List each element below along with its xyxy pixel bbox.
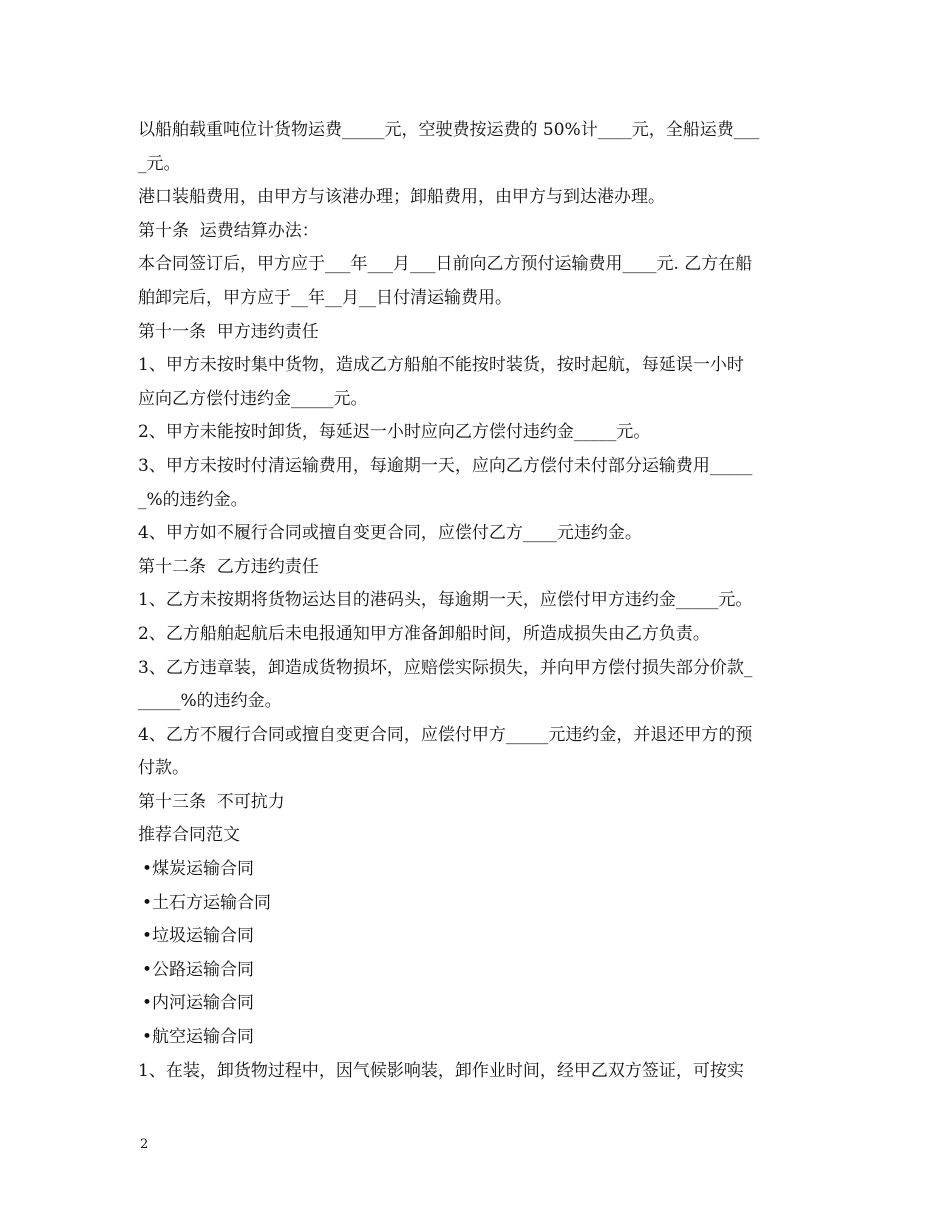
text-line: 1、在装，卸货物过程中，因气候影响装，卸作业时间，经甲乙双方签证，可按实 [138,1060,744,1081]
text-line: 舶卸完后，甲方应于__年__月__日付清运输费用。 [138,287,512,308]
page-number: 2 [140,1137,149,1152]
section-heading: 第十一条 甲方违约责任 [138,321,319,342]
text-line: 付款。 [138,758,189,779]
recommended-heading: 推荐合同范文 [138,825,240,846]
text-line: 港口装船费用，由甲方与该港办理；卸船费用，由甲方与到达港办理。 [138,187,665,208]
recommended-link[interactable]: •煤炭运输合同 [142,859,255,880]
section-heading: 第十二条 乙方违约责任 [138,556,319,577]
text-line: 本合同签订后，甲方应于___年___月___日前向乙方预付运输费用____元. 乙方在船 [138,254,753,275]
text-line: _%的违约金。 [138,489,248,510]
text-line: 4、乙方不履行合同或擅自变更合同，应偿付甲方_____元违约金，并退还甲方的预 [138,724,753,745]
text-line: 3、乙方违章装，卸造成货物损坏，应赔偿实际损失，并向甲方偿付损失部分价款_ [138,657,753,678]
text-line: 3、甲方未按时付清运输费用，每逾期一天，应向乙方偿付未付部分运输费用_____ [138,455,753,476]
recommended-link[interactable]: •土石方运输合同 [142,892,272,913]
recommended-link[interactable]: •公路运输合同 [142,959,255,980]
text-line: 2、甲方未能按时卸货，每延迟一小时应向乙方偿付违约金_____元。 [138,422,651,443]
text-line: 1、乙方未按期将货物运达目的港码头，每逾期一天，应偿付甲方违约金_____元。 [138,590,753,611]
text-line: 应向乙方偿付违约金_____元。 [138,388,368,409]
text-line: 以船舶载重吨位计货物运费_____元，空驶费按运费的 50%计____元，全船运费___ [138,120,760,140]
document-body [138,114,814,1088]
recommended-list [138,853,814,1055]
text-line: 2、乙方船舶起航后未电报通知甲方准备卸船时间，所造成损失由乙方负责。 [138,623,710,644]
text-line: _元。 [138,153,181,174]
text-line: 1、甲方未按时集中货物，造成乙方船舶不能按时装货，按时起航，每延误一小时 [138,355,744,376]
section-heading: 第十三条 不可抗力 [138,791,285,812]
recommended-link[interactable]: •内河运输合同 [142,993,255,1014]
text-line: 4、甲方如不履行合同或擅自变更合同，应偿付乙方____元违约金。 [138,523,642,544]
section-heading: 第十条 运费结算办法： [138,220,319,241]
text-line: _____%的违约金。 [138,691,282,712]
recommended-link[interactable]: •垃圾运输合同 [142,926,255,947]
recommended-link[interactable]: •航空运输合同 [142,1027,255,1048]
